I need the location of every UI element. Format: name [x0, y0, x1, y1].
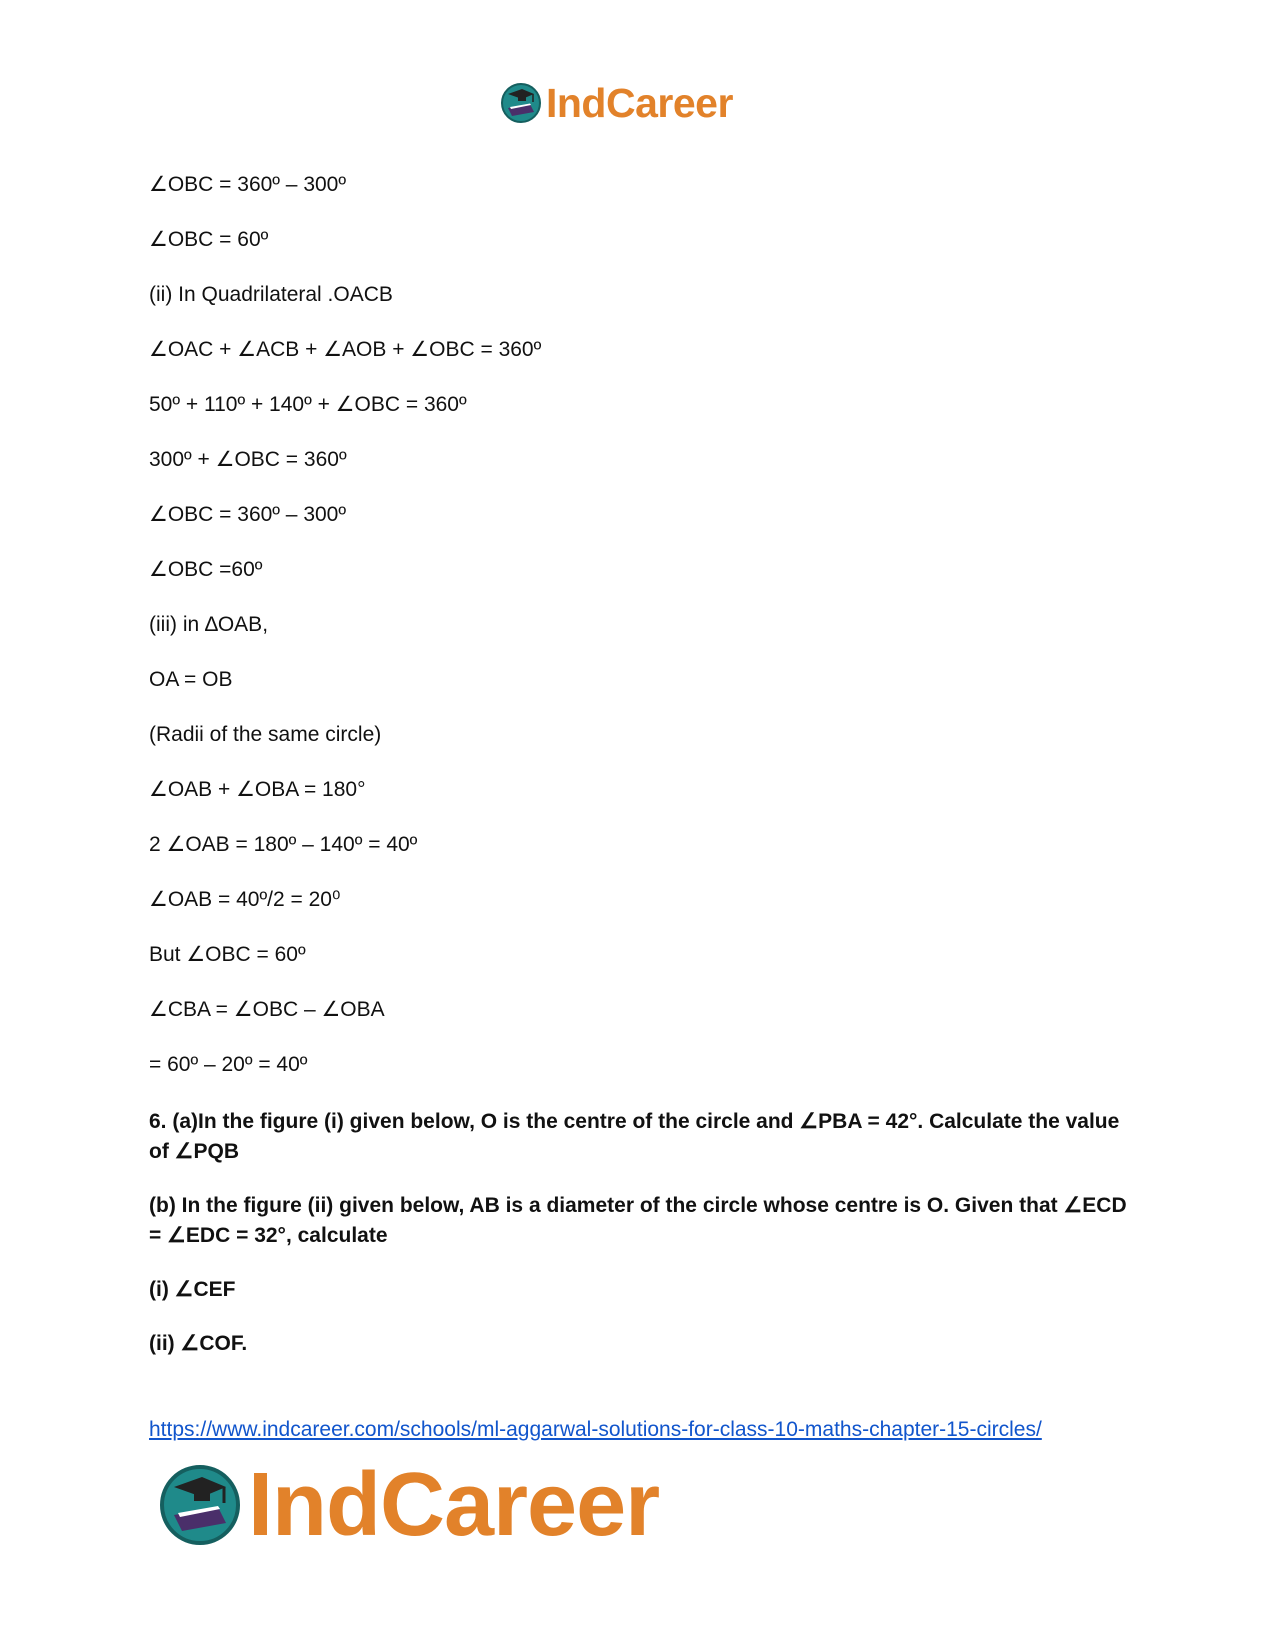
math-line: ∠CBA = ∠OBC – ∠OBA: [149, 998, 385, 1021]
document-body: [149, 172, 1129, 1383]
question-6b-i: (i) ∠CEF: [149, 1278, 236, 1301]
math-line: ∠OBC = 360º – 300º: [149, 503, 347, 526]
math-line: 2 ∠OAB = 180º – 140º = 40º: [149, 833, 418, 856]
question-6a: 6. (a)In the figure (i) given below, O is the centre of the circle and ∠PBA = 42°. Calculate the value of ∠PQB: [149, 1110, 1120, 1163]
brand-name: IndCareer: [546, 79, 733, 126]
math-line: (ii) In Quadrilateral .OACB: [149, 283, 393, 306]
math-line: 50º + 110º + 140º + ∠OBC = 360º: [149, 393, 467, 416]
indcareer-logo-icon: [158, 1463, 242, 1547]
math-line: But ∠OBC = 60º: [149, 943, 306, 966]
source-link[interactable]: https://www.indcareer.com/schools/ml-aggarwal-solutions-for-class-10-maths-chapter-15-circles/: [149, 1418, 1042, 1441]
brand-name: IndCareer: [248, 1454, 660, 1555]
math-line: ∠OAB = 40º/2 = 20⁰: [149, 888, 341, 911]
question-6b-ii: (ii) ∠COF.: [149, 1332, 248, 1355]
math-line: 300º + ∠OBC = 360º: [149, 448, 347, 471]
math-line: ∠OBC = 60º: [149, 228, 269, 251]
question-6b: (b) In the figure (ii) given below, AB is a diameter of the circle whose centre is O. Given that ∠ECD = ∠EDC = 32°, calculate: [149, 1194, 1127, 1247]
header-logo: [500, 78, 733, 128]
indcareer-logo-icon: [500, 82, 542, 124]
math-line: OA = OB: [149, 668, 233, 691]
math-line: ∠OBC = 360º – 300º: [149, 173, 347, 196]
math-line: ∠OAC + ∠ACB + ∠AOB + ∠OBC = 360º: [149, 338, 542, 361]
math-line: (Radii of the same circle): [149, 723, 382, 746]
math-line: ∠OAB + ∠OBA = 180°: [149, 778, 366, 801]
math-line: ∠OBC =60º: [149, 558, 263, 581]
math-line: = 60º – 20º = 40º: [149, 1053, 308, 1076]
footer-logo: [158, 1455, 659, 1555]
math-line: (iii) in ∆OAB,: [149, 613, 269, 636]
